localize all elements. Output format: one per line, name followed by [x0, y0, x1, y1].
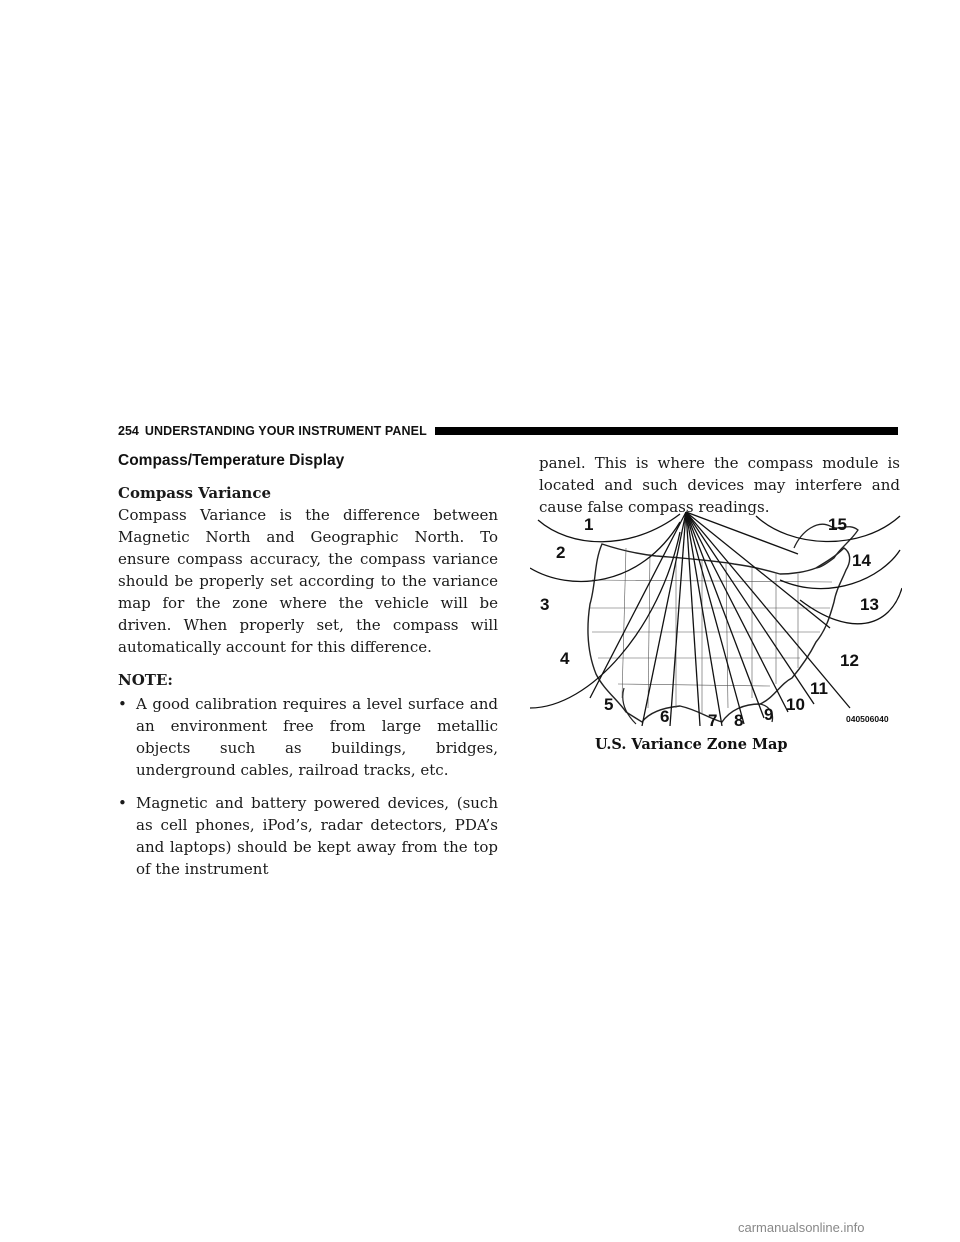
- running-title: UNDERSTANDING YOUR INSTRUMENT PANEL: [144, 424, 427, 438]
- zone-label-14: 14: [852, 551, 871, 570]
- zone-label-7: 7: [708, 711, 718, 726]
- zone-label-2: 2: [556, 543, 566, 562]
- running-header: [118, 424, 898, 438]
- zone-label-6: 6: [660, 707, 670, 726]
- bullet-text: A good calibration requires a level surface and an environment free from large metallic objects such as buildings, bridges, underground cables, railroad tracks, etc.: [136, 695, 498, 779]
- figure-caption: U.S. Variance Zone Map: [595, 736, 788, 753]
- zone-label-8: 8: [734, 711, 744, 726]
- note-label: NOTE:: [118, 671, 173, 689]
- map-svg: [530, 508, 902, 726]
- subsection-title: Compass Variance: [118, 484, 272, 502]
- baja-outline: [623, 688, 636, 724]
- bullet-text: Magnetic and battery powered devices, (such as cell phones, iPod’s, radar detectors, PDA’s and laptops) should be kept away from the top of the instrument: [136, 794, 498, 878]
- header-rule: [435, 427, 898, 435]
- section-title: Compass/Temperature Display: [118, 452, 345, 469]
- bullet-mark: •: [118, 794, 127, 812]
- zone-label-13: 13: [860, 595, 879, 614]
- figure-code: 040506040: [846, 714, 889, 724]
- bullet-mark: •: [118, 695, 127, 713]
- note-bullet-1: [118, 693, 498, 781]
- left-column: [118, 452, 498, 891]
- zone-label-3: 3: [540, 595, 550, 614]
- variance-zone-map: [530, 508, 902, 726]
- zone-label-1: 1: [584, 515, 594, 534]
- continuation-paragraph: panel. This is where the compass module is located and such devices may interfere and cause false compass readings.: [539, 454, 900, 516]
- variance-paragraph: Compass Variance is the difference between Magnetic North and Geographic North. To ensure compass accuracy, the compass variance should be properly set according to the variance map for the zone where the vehicle will be driven. When properly set, the compass will automatically account for this difference.: [118, 506, 498, 656]
- zone-label-10: 10: [786, 695, 805, 714]
- page-number: 254: [118, 424, 139, 438]
- watermark: carmanualsonline.info: [738, 1220, 865, 1235]
- zone-label-11: 11: [810, 679, 828, 698]
- zone-label-12: 12: [840, 651, 859, 670]
- zone-label-9: 9: [764, 705, 774, 724]
- note-bullet-2: [118, 792, 498, 880]
- zone-label-4: 4: [560, 649, 570, 668]
- zone-label-5: 5: [604, 695, 614, 714]
- zone-label-15: 15: [828, 515, 847, 534]
